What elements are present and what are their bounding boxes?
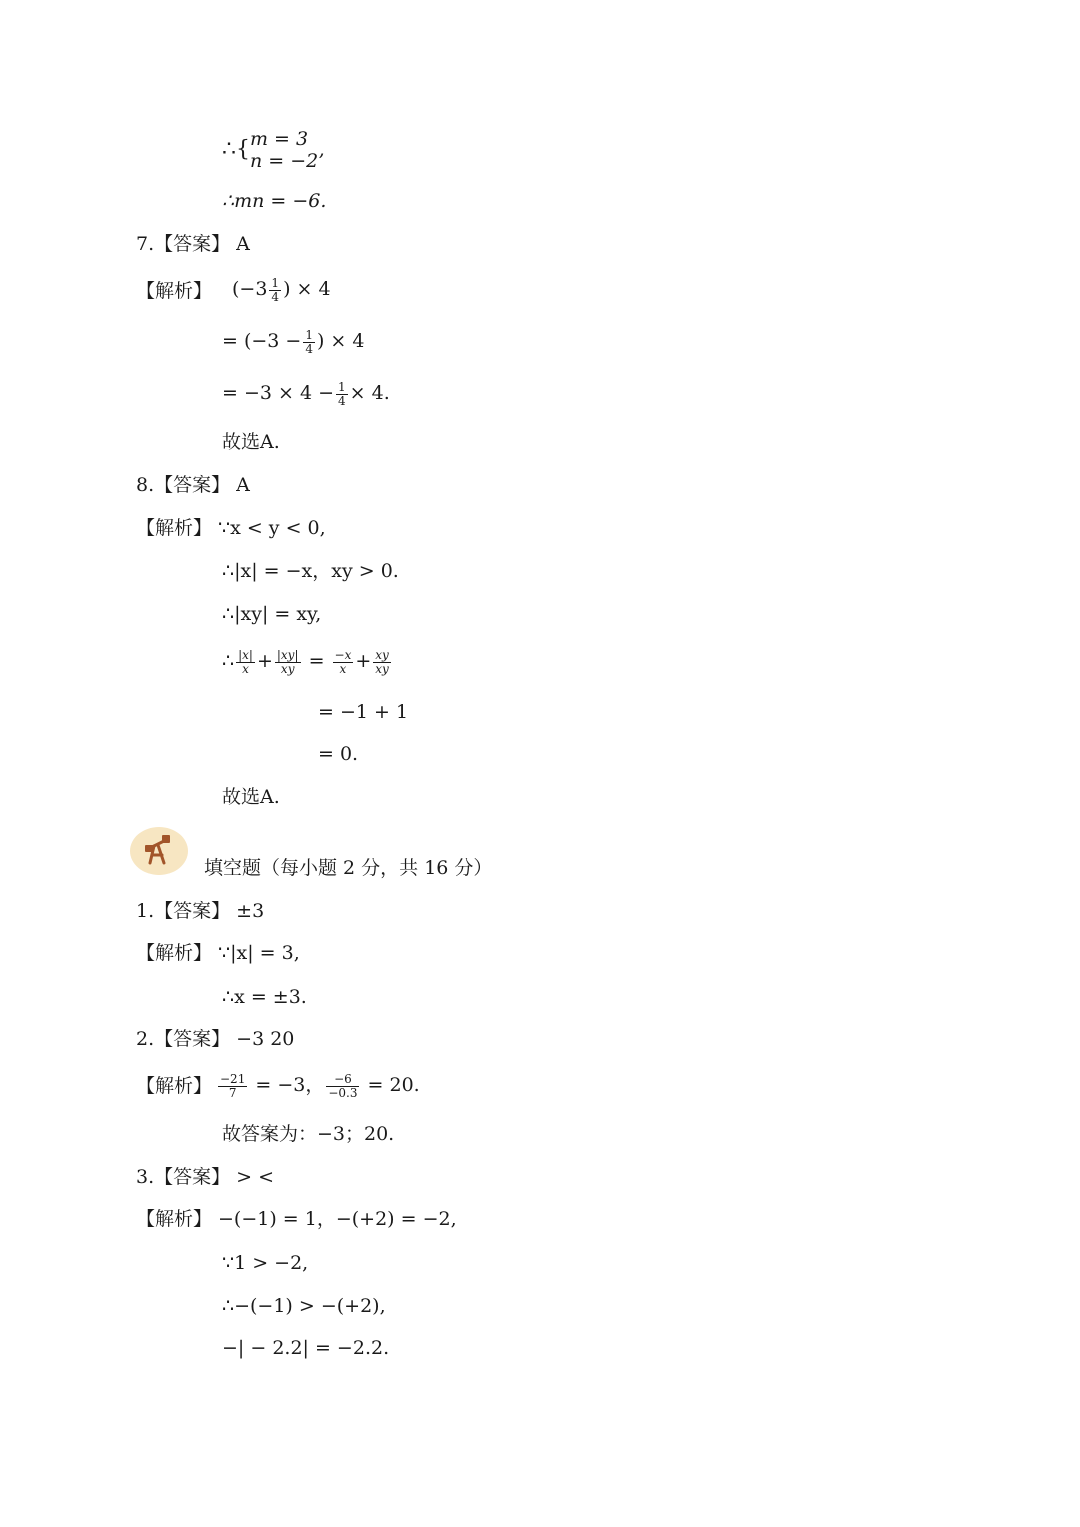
f1-step-2: ∴x = ±3.: [222, 986, 307, 1008]
section-title: 填空题（每小题 2 分，共 16 分）: [204, 857, 493, 879]
f2-mid: = −3，: [255, 1074, 325, 1096]
system-brace: ∴{: [222, 137, 250, 162]
f3-step-2: ∵1 > −2,: [222, 1252, 309, 1274]
q8-analysis-label: 【解析】: [136, 517, 213, 539]
f3-step-1: −(−1) = 1，−(+2) = −2,: [218, 1208, 457, 1230]
q7-step-1: [232, 276, 331, 304]
f3-answer-heading: 3.【答案】 > <: [136, 1166, 275, 1188]
q7-step-1-a: (−3: [232, 278, 268, 300]
q7-answer-heading: 7.【答案】 A: [136, 233, 250, 255]
q8-step-4: [222, 648, 393, 676]
q7-step-3-b: × 4.: [349, 382, 390, 404]
telescope-icon: [130, 827, 188, 875]
system-row-2: n = −2’: [250, 150, 325, 172]
system-of-equations: [222, 128, 324, 172]
q7-step-3: [222, 380, 390, 408]
q8-step-6: = 0.: [318, 743, 359, 765]
system-row-1: m = 3: [250, 128, 309, 150]
mn-result: ∴mn = −6.: [222, 190, 327, 212]
q7-choice: 故选A.: [222, 431, 280, 453]
q7-step-2-a: = (−3 −: [222, 330, 302, 352]
fraction: $\frac{1}{4}$: [338, 379, 346, 408]
fraction: $\frac{xy}{xy}$: [375, 647, 389, 676]
fraction: $\frac{-x}{x}$: [334, 647, 352, 676]
fraction: $\frac{1}{4}$: [305, 327, 313, 356]
q8-choice: 故选A.: [222, 786, 280, 808]
f2-step-1: [216, 1072, 420, 1100]
q7-step-3-a: = −3 × 4 −: [222, 382, 335, 404]
f1-step-1: ∵|x| = 3,: [218, 942, 300, 964]
f2-analysis-label: 【解析】: [136, 1075, 213, 1097]
q7-analysis-label: 【解析】: [136, 280, 213, 302]
q8-answer-heading: 8.【答案】 A: [136, 474, 250, 496]
q8-step-2: ∴|x| = −x，xy > 0.: [222, 560, 399, 582]
f2-end: = 20.: [367, 1074, 420, 1096]
f2-final-answer: 故答案为：−3；20.: [222, 1123, 395, 1145]
q8-step-5: = −1 + 1: [318, 701, 409, 723]
therefore-symbol: ∴: [222, 650, 235, 672]
fraction: $\frac{|x|}{x}$: [238, 647, 253, 676]
plus-sign: +: [256, 650, 273, 672]
fraction: $\frac{-6}{-0.3}$: [328, 1071, 358, 1100]
fraction: $\frac{|xy|}{xy}$: [276, 647, 299, 676]
q7-step-2-b: ) × 4: [316, 330, 365, 352]
f1-analysis-label: 【解析】: [136, 942, 213, 964]
q8-step-1: ∵x < y < 0,: [218, 517, 326, 539]
f3-analysis-label: 【解析】: [136, 1208, 213, 1230]
f2-answer-heading: 2.【答案】 −3 20: [136, 1028, 295, 1050]
f3-step-4: −| − 2.2| = −2.2.: [222, 1337, 390, 1359]
plus-sign: +: [355, 650, 372, 672]
q8-step-3: ∴|xy| = xy,: [222, 603, 322, 625]
f1-answer-heading: 1.【答案】 ±3: [136, 900, 265, 922]
equals-sign: =: [308, 650, 325, 672]
fraction: $\frac{1}{4}$: [271, 275, 280, 304]
q7-step-2: [222, 328, 364, 356]
q7-step-1-b: ) × 4: [283, 278, 331, 300]
f3-step-3: ∴−(−1) > −(+2),: [222, 1295, 386, 1317]
fraction: $\frac{-21}{7}$: [220, 1071, 246, 1100]
